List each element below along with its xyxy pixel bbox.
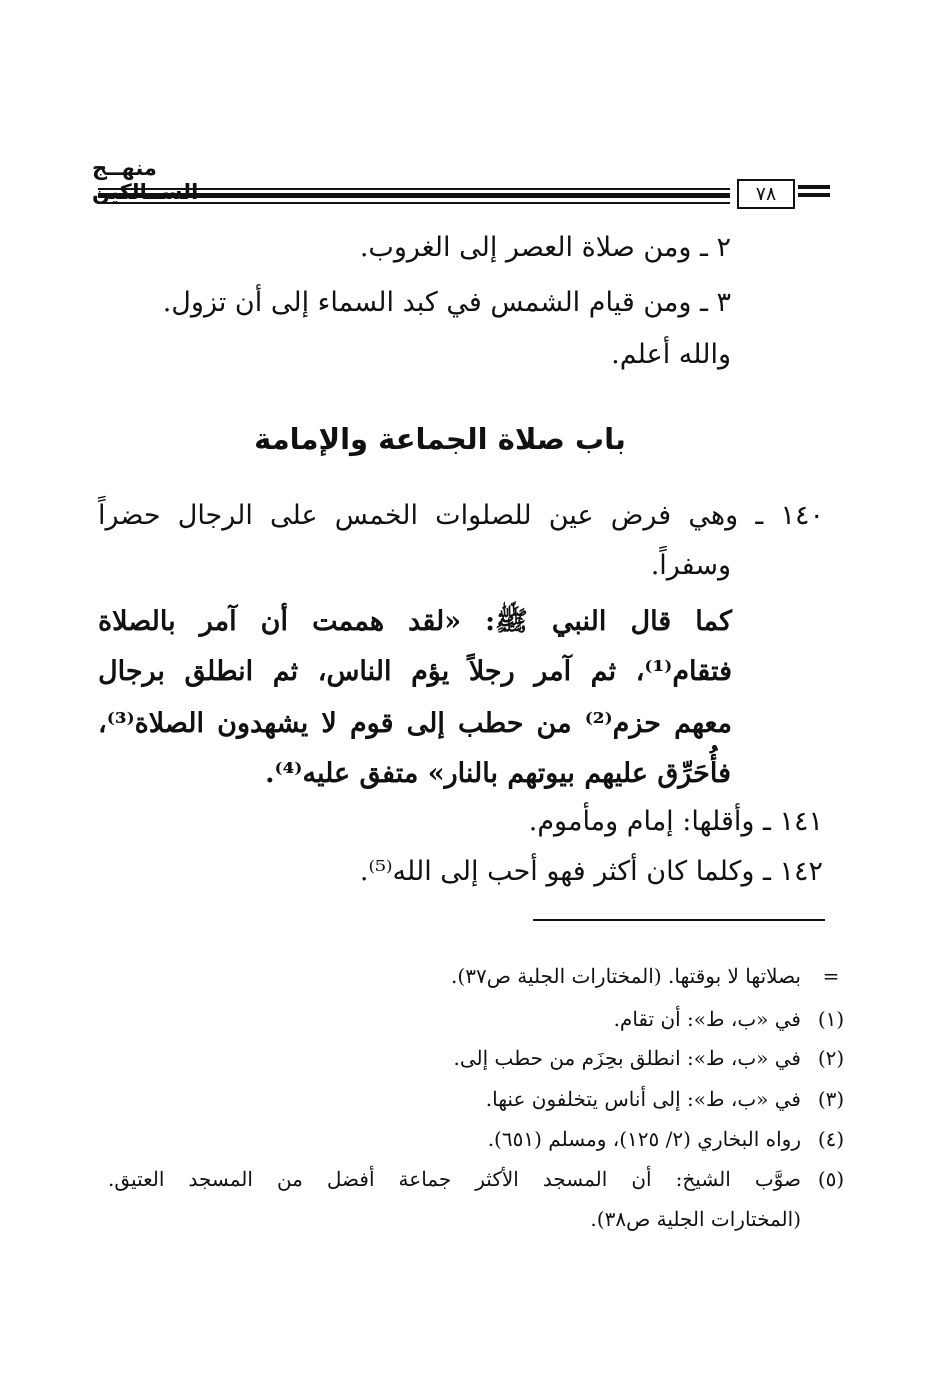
page-number-bar-top (798, 185, 830, 189)
hadith-line: كما قال النبي ﷺ: «لقد هممت أن آمر بالصلاة (98, 606, 732, 637)
footnote-continuation: بصلاتها لا بوقتها. (المختارات الجلية ص٣٧). (451, 964, 801, 988)
numbered-item-142: ١٤٢ ـ وكلما كان أكثر فهو أحب إلى الله⁽⁵⁾. (359, 856, 823, 887)
footnote-separator (533, 919, 825, 921)
footnote-continuation-marker: = (822, 964, 840, 988)
hadith-line: معهم حزم⁽²⁾ من حطب إلى قوم لا يشهدون الصلاة⁽³⁾، (98, 708, 733, 739)
hadith-line: فتقام⁽¹⁾، ثم آمر رجلاً يؤم الناس، ثم انطلق برجال (98, 656, 732, 687)
numbered-item-140: ١٤٠ ـ وهي فرض عين للصلوات الخمس على الرجال حضراً (98, 500, 824, 531)
numbered-item-141: ١٤١ ـ وأقلها: إمام ومأموم. (528, 806, 823, 837)
text-line: ٢ ـ ومن صلاة العصر إلى الغروب. (359, 232, 731, 263)
header-rule-thick (98, 193, 730, 198)
text-line: والله أعلم. (611, 339, 731, 370)
footnote-text: في «ب، ط»: أن تقام. (613, 1007, 801, 1031)
footnote-text: في «ب، ط»: إلى أناس يتخلفون عنها. (485, 1087, 801, 1111)
footnote-marker: (٣) (817, 1087, 845, 1111)
footnote-text-continued: (المختارات الجلية ص٣٨). (590, 1207, 801, 1231)
footnote-text: صوَّب الشيخ: أن المسجد الأكثر جماعة أفضل من المسجد العتيق. (108, 1167, 801, 1191)
hadith-line: فأُحَرِّق عليهم بيوتهم بالنار» متفق عليه⁽⁴⁾. (265, 758, 731, 789)
footnote-marker: (٢) (817, 1046, 845, 1070)
footnote-text: في «ب، ط»: انطلق بحِزَم من حطب إلى. (453, 1046, 801, 1070)
footnote-marker: (١) (817, 1007, 845, 1031)
running-header-title: منهــج الســالكين (92, 156, 199, 204)
page-number: ٧٨ (737, 179, 795, 209)
footnote-text: رواه البخاري (٢/ ١٢٥)، ومسلم (٦٥١). (487, 1127, 801, 1151)
header-rule-top (98, 188, 730, 190)
section-heading: باب صلاة الجماعة والإمامة (254, 422, 626, 456)
page-number-bar-bottom (798, 193, 830, 197)
header-rule-bottom (98, 202, 730, 204)
footnote-marker: (٤) (817, 1127, 845, 1151)
text-line: ٣ ـ ومن قيام الشمس في كبد السماء إلى أن تزول. (162, 287, 731, 318)
footnote-marker: (٥) (817, 1167, 845, 1191)
text-line: وسفراً. (650, 550, 731, 581)
